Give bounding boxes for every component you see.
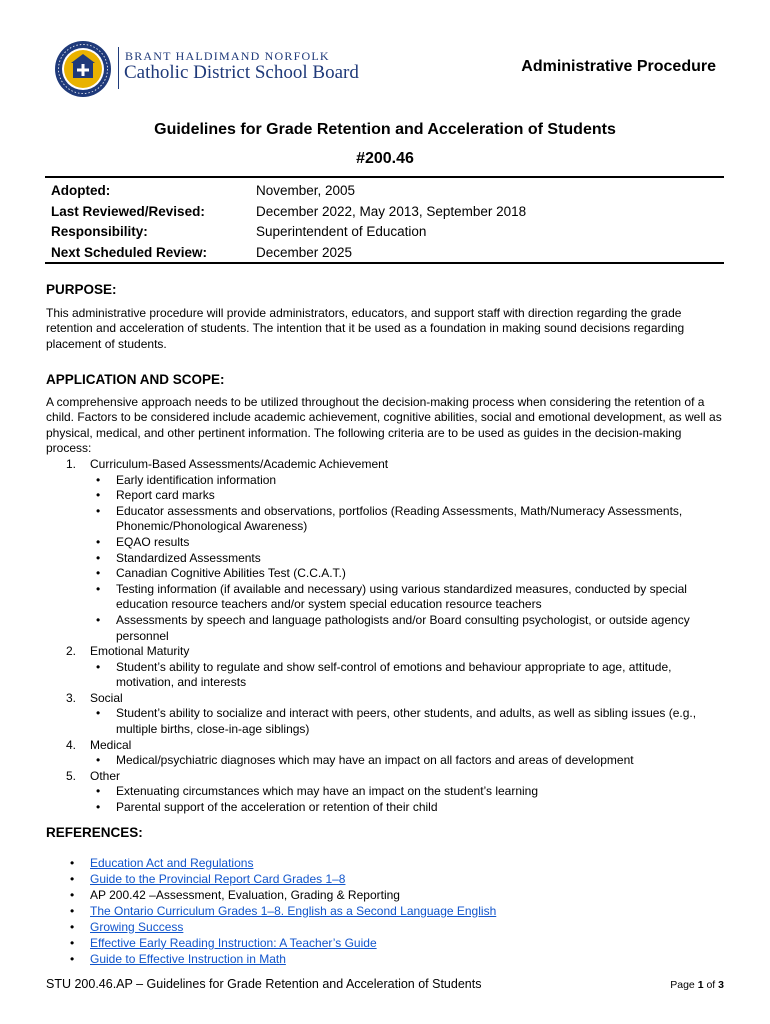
divider-bottom bbox=[45, 262, 724, 264]
list-item: • Educator assessments and observations, portfolios (Reading Assessments, Math/Numeracy Assessments, Phonemic/Phonological Awareness) bbox=[90, 504, 726, 535]
list-item: • Early identification information bbox=[90, 473, 726, 489]
criteria-sublist bbox=[90, 706, 726, 737]
page-title: Guidelines for Grade Retention and Acceleration of Students bbox=[154, 121, 616, 138]
meta-value: December 2022, May 2013, September 2018 bbox=[256, 203, 527, 219]
meta-key: Last Reviewed/Revised: bbox=[51, 203, 205, 219]
meta-key: Adopted: bbox=[51, 183, 111, 198]
reference-item bbox=[68, 887, 726, 903]
page-of: of bbox=[706, 979, 716, 991]
reference-item bbox=[68, 871, 726, 887]
reference-item bbox=[68, 903, 726, 919]
scope-section bbox=[46, 372, 726, 816]
criteria-item bbox=[46, 769, 726, 816]
board-name-line2: Catholic District School Board bbox=[124, 62, 359, 83]
reference-link-ontario-curriculum[interactable]: The Ontario Curriculum Grades 1–8. English as a Second Language English bbox=[90, 903, 497, 918]
criteria-number: 4. bbox=[66, 737, 77, 752]
criteria-list bbox=[46, 457, 726, 816]
purpose-section bbox=[46, 282, 726, 352]
criteria-label: Curriculum-Based Assessments/Academic Achievement bbox=[90, 456, 389, 471]
meta-key: Responsibility: bbox=[51, 224, 148, 239]
school-board-seal-icon bbox=[54, 40, 112, 98]
meta-row-next-review bbox=[51, 243, 526, 264]
reference-link-report-card-guide[interactable]: Guide to the Provincial Report Card Grades 1–8 bbox=[90, 871, 346, 886]
document-type: Administrative Procedure bbox=[521, 58, 716, 75]
list-item: • Testing information (if available and necessary) using various standardized measures, conducted by special education resource teachers and/or system special education resource teachers bbox=[90, 582, 726, 613]
meta-row-responsibility bbox=[51, 222, 526, 243]
purpose-text: This administrative procedure will provide administrators, educators, and support staff with direction regarding the grade retention and acceleration of students. The intention that it be used as a foundation in making sound decisions regarding placement of students. bbox=[46, 305, 685, 351]
reference-link-math-guide[interactable]: Guide to Effective Instruction in Math bbox=[90, 951, 286, 966]
criteria-number: 1. bbox=[66, 456, 77, 471]
divider-top bbox=[45, 176, 724, 178]
list-item: • Extenuating circumstances which may have an impact on the student’s learning bbox=[90, 784, 726, 800]
list-item: • Parental support of the acceleration or retention of their child bbox=[90, 800, 726, 816]
list-item: • Assessments by speech and language pathologists and/or Board consulting psychologist, or outside agency personnel bbox=[90, 613, 726, 644]
meta-key: Next Scheduled Review: bbox=[51, 244, 208, 260]
meta-row-adopted bbox=[51, 181, 526, 202]
criteria-sublist bbox=[90, 660, 726, 691]
reference-item bbox=[68, 951, 726, 967]
criteria-sublist bbox=[90, 784, 726, 815]
criteria-item bbox=[46, 644, 726, 691]
criteria-number: 5. bbox=[66, 768, 77, 783]
list-item: • Standardized Assessments bbox=[90, 551, 726, 567]
criteria-label: Other bbox=[90, 768, 121, 783]
meta-row-revised bbox=[51, 202, 526, 223]
scope-text: A comprehensive approach needs to be utilized throughout the decision-making process when considering the retention of a child. Factors to be considered include academic achievement, cognitive abilities, social and emotional development, as well as physical, medical, and other pertinent information. The following criteria are to be used as guides in the decision-making process: bbox=[46, 394, 722, 456]
reference-text-ap-200-42: AP 200.42 –Assessment, Evaluation, Grading & Reporting bbox=[90, 887, 400, 902]
references-section bbox=[46, 825, 726, 967]
criteria-number: 3. bbox=[66, 690, 77, 705]
page-total: 3 bbox=[718, 979, 724, 991]
reference-link-early-reading[interactable]: Effective Early Reading Instruction: A Teacher’s Guide bbox=[90, 935, 377, 950]
reference-item bbox=[68, 919, 726, 935]
list-item: • Medical/psychiatric diagnoses which may have an impact on all factors and areas of development bbox=[90, 753, 726, 769]
meta-value: December 2025 bbox=[256, 244, 353, 260]
criteria-item bbox=[46, 691, 726, 738]
criteria-item bbox=[46, 738, 726, 769]
meta-value: November, 2005 bbox=[256, 183, 356, 198]
list-item: • Report card marks bbox=[90, 488, 726, 504]
criteria-label: Social bbox=[90, 690, 123, 705]
page-current: 1 bbox=[697, 979, 704, 991]
scope-heading: APPLICATION AND SCOPE: bbox=[46, 372, 225, 387]
list-item: • EQAO results bbox=[90, 535, 726, 551]
board-name-line1: BRANT HALDIMAND NORFOLK bbox=[125, 49, 330, 63]
metadata-table bbox=[51, 181, 526, 263]
criteria-item bbox=[46, 457, 726, 644]
footer-title: STU 200.46.AP – Guidelines for Grade Retention and Acceleration of Students bbox=[46, 977, 482, 991]
page-number bbox=[670, 979, 724, 991]
criteria-sublist bbox=[90, 473, 726, 645]
criteria-number: 2. bbox=[66, 644, 77, 659]
list-item: • Student’s ability to socialize and interact with peers, other students, and adults, as well as sibling issues (e.g., multiple births, close-in-age siblings) bbox=[90, 706, 726, 737]
reference-item bbox=[68, 935, 726, 951]
list-item: • Canadian Cognitive Abilities Test (C.C.A.T.) bbox=[90, 566, 726, 582]
reference-link-education-act[interactable]: Education Act and Regulations bbox=[90, 855, 254, 870]
criteria-sublist bbox=[90, 753, 726, 769]
reference-item bbox=[68, 855, 726, 871]
logo-divider bbox=[118, 47, 119, 89]
meta-value: Superintendent of Education bbox=[256, 224, 427, 239]
purpose-heading: PURPOSE: bbox=[46, 282, 117, 297]
references-list bbox=[68, 855, 726, 967]
list-item: • Student’s ability to regulate and show self-control of emotions and behaviour appropriate to age, attitude, motivation, and interests bbox=[90, 660, 726, 691]
criteria-label: Medical bbox=[90, 737, 132, 752]
page-word: Page bbox=[670, 979, 695, 991]
criteria-label: Emotional Maturity bbox=[90, 644, 190, 659]
document-number: #200.46 bbox=[356, 150, 414, 167]
reference-link-growing-success[interactable]: Growing Success bbox=[90, 919, 184, 934]
references-heading: REFERENCES: bbox=[46, 825, 143, 840]
